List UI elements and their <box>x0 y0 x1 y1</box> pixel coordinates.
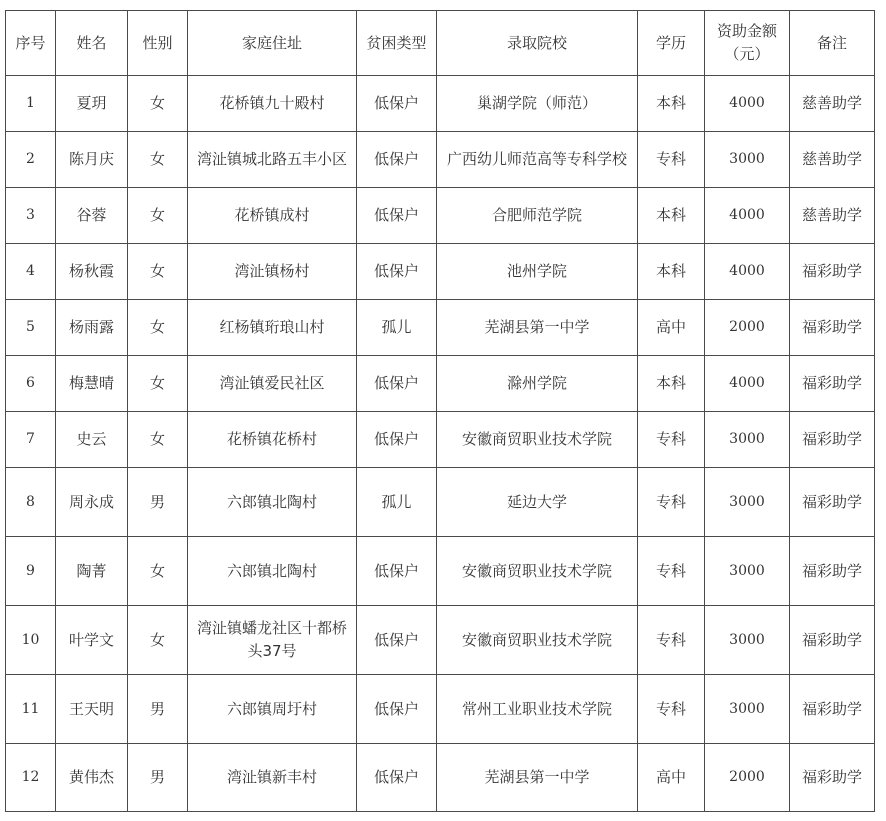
cell-name: 夏玥 <box>56 76 128 132</box>
cell-index: 4 <box>6 244 56 300</box>
cell-school: 常州工业职业技术学院 <box>437 675 638 744</box>
cell-poverty-type: 低保户 <box>357 537 437 606</box>
cell-name: 梅慧晴 <box>56 356 128 412</box>
table-row <box>6 537 875 606</box>
header-amount-line2: （元） <box>724 45 770 63</box>
cell-index: 9 <box>6 537 56 606</box>
cell-address: 花桥镇成村 <box>188 188 357 244</box>
cell-remark: 福彩助学 <box>790 356 875 412</box>
cell-amount: 4000 <box>705 76 790 132</box>
cell-education: 本科 <box>638 244 705 300</box>
table-row <box>6 300 875 356</box>
table-row <box>6 356 875 412</box>
cell-name: 史云 <box>56 412 128 468</box>
cell-amount: 3000 <box>705 412 790 468</box>
header-school: 录取院校 <box>437 11 638 76</box>
cell-poverty-type: 孤儿 <box>357 468 437 537</box>
cell-index: 10 <box>6 606 56 675</box>
cell-index: 1 <box>6 76 56 132</box>
cell-address: 红杨镇珩琅山村 <box>188 300 357 356</box>
cell-education: 专科 <box>638 468 705 537</box>
cell-gender: 女 <box>128 356 188 412</box>
cell-remark: 福彩助学 <box>790 300 875 356</box>
cell-amount: 3000 <box>705 132 790 188</box>
cell-remark: 福彩助学 <box>790 675 875 744</box>
cell-name: 杨雨露 <box>56 300 128 356</box>
cell-education: 本科 <box>638 188 705 244</box>
student-aid-table <box>5 10 875 812</box>
cell-school: 合肥师范学院 <box>437 188 638 244</box>
cell-remark: 慈善助学 <box>790 76 875 132</box>
cell-address: 湾沚镇城北路五丰小区 <box>188 132 357 188</box>
cell-gender: 男 <box>128 468 188 537</box>
header-name: 姓名 <box>56 11 128 76</box>
cell-index: 12 <box>6 744 56 812</box>
cell-poverty-type: 低保户 <box>357 744 437 812</box>
cell-remark: 福彩助学 <box>790 412 875 468</box>
cell-school: 芜湖县第一中学 <box>437 300 638 356</box>
cell-remark: 福彩助学 <box>790 244 875 300</box>
cell-address: 湾沚镇新丰村 <box>188 744 357 812</box>
cell-amount: 3000 <box>705 675 790 744</box>
cell-name: 陈月庆 <box>56 132 128 188</box>
cell-amount: 4000 <box>705 188 790 244</box>
table-row <box>6 675 875 744</box>
cell-gender: 女 <box>128 300 188 356</box>
cell-index: 8 <box>6 468 56 537</box>
cell-gender: 女 <box>128 188 188 244</box>
cell-index: 5 <box>6 300 56 356</box>
cell-education: 专科 <box>638 675 705 744</box>
cell-index: 6 <box>6 356 56 412</box>
header-amount-line1: 资助金额 <box>716 22 777 40</box>
cell-address: 湾沚镇爱民社区 <box>188 356 357 412</box>
cell-gender: 女 <box>128 537 188 606</box>
cell-name: 叶学文 <box>56 606 128 675</box>
table-row <box>6 188 875 244</box>
cell-poverty-type: 低保户 <box>357 188 437 244</box>
cell-name: 杨秋霞 <box>56 244 128 300</box>
cell-education: 本科 <box>638 356 705 412</box>
cell-education: 专科 <box>638 606 705 675</box>
cell-address: 湾沚镇杨村 <box>188 244 357 300</box>
cell-education: 高中 <box>638 300 705 356</box>
cell-amount: 2000 <box>705 744 790 812</box>
cell-name: 陶菁 <box>56 537 128 606</box>
cell-index: 7 <box>6 412 56 468</box>
cell-amount: 3000 <box>705 606 790 675</box>
cell-poverty-type: 低保户 <box>357 132 437 188</box>
cell-poverty-type: 低保户 <box>357 412 437 468</box>
cell-school: 池州学院 <box>437 244 638 300</box>
cell-remark: 福彩助学 <box>790 744 875 812</box>
cell-amount: 3000 <box>705 468 790 537</box>
cell-poverty-type: 孤儿 <box>357 300 437 356</box>
cell-gender: 男 <box>128 744 188 812</box>
cell-education: 专科 <box>638 132 705 188</box>
table-row <box>6 744 875 812</box>
cell-remark: 福彩助学 <box>790 537 875 606</box>
cell-index: 3 <box>6 188 56 244</box>
cell-education: 本科 <box>638 76 705 132</box>
cell-gender: 女 <box>128 76 188 132</box>
header-education: 学历 <box>638 11 705 76</box>
cell-school: 延边大学 <box>437 468 638 537</box>
cell-poverty-type: 低保户 <box>357 356 437 412</box>
cell-address: 六郎镇北陶村 <box>188 468 357 537</box>
cell-address: 六郎镇周圩村 <box>188 675 357 744</box>
cell-amount: 3000 <box>705 537 790 606</box>
table-row <box>6 606 875 675</box>
table-row <box>6 132 875 188</box>
table-row <box>6 468 875 537</box>
cell-school: 滁州学院 <box>437 356 638 412</box>
cell-school: 安徽商贸职业技术学院 <box>437 606 638 675</box>
cell-address: 花桥镇花桥村 <box>188 412 357 468</box>
cell-index: 11 <box>6 675 56 744</box>
cell-poverty-type: 低保户 <box>357 675 437 744</box>
cell-school: 广西幼儿师范高等专科学校 <box>437 132 638 188</box>
header-gender: 性别 <box>128 11 188 76</box>
cell-remark: 福彩助学 <box>790 468 875 537</box>
cell-name: 王天明 <box>56 675 128 744</box>
cell-name: 周永成 <box>56 468 128 537</box>
cell-address: 六郎镇北陶村 <box>188 537 357 606</box>
cell-address: 花桥镇九十殿村 <box>188 76 357 132</box>
cell-remark: 慈善助学 <box>790 188 875 244</box>
cell-remark: 福彩助学 <box>790 606 875 675</box>
cell-gender: 男 <box>128 675 188 744</box>
header-amount <box>705 11 790 76</box>
cell-name: 黄伟杰 <box>56 744 128 812</box>
cell-school: 安徽商贸职业技术学院 <box>437 537 638 606</box>
table-header-row <box>6 11 875 76</box>
table-row <box>6 412 875 468</box>
cell-gender: 女 <box>128 244 188 300</box>
cell-school: 安徽商贸职业技术学院 <box>437 412 638 468</box>
cell-education: 专科 <box>638 537 705 606</box>
cell-poverty-type: 低保户 <box>357 606 437 675</box>
cell-gender: 女 <box>128 606 188 675</box>
header-index: 序号 <box>6 11 56 76</box>
cell-address: 湾沚镇蟠龙社区十都桥头37号 <box>188 606 357 675</box>
cell-gender: 女 <box>128 412 188 468</box>
cell-poverty-type: 低保户 <box>357 244 437 300</box>
cell-school: 巢湖学院（师范） <box>437 76 638 132</box>
table-row <box>6 76 875 132</box>
cell-gender: 女 <box>128 132 188 188</box>
header-poverty-type: 贫困类型 <box>357 11 437 76</box>
cell-amount: 4000 <box>705 356 790 412</box>
cell-education: 专科 <box>638 412 705 468</box>
cell-index: 2 <box>6 132 56 188</box>
cell-remark: 慈善助学 <box>790 132 875 188</box>
header-address: 家庭住址 <box>188 11 357 76</box>
header-remark: 备注 <box>790 11 875 76</box>
cell-poverty-type: 低保户 <box>357 76 437 132</box>
cell-amount: 2000 <box>705 300 790 356</box>
cell-name: 谷蓉 <box>56 188 128 244</box>
cell-amount: 4000 <box>705 244 790 300</box>
cell-education: 高中 <box>638 744 705 812</box>
table-row <box>6 244 875 300</box>
cell-school: 芜湖县第一中学 <box>437 744 638 812</box>
